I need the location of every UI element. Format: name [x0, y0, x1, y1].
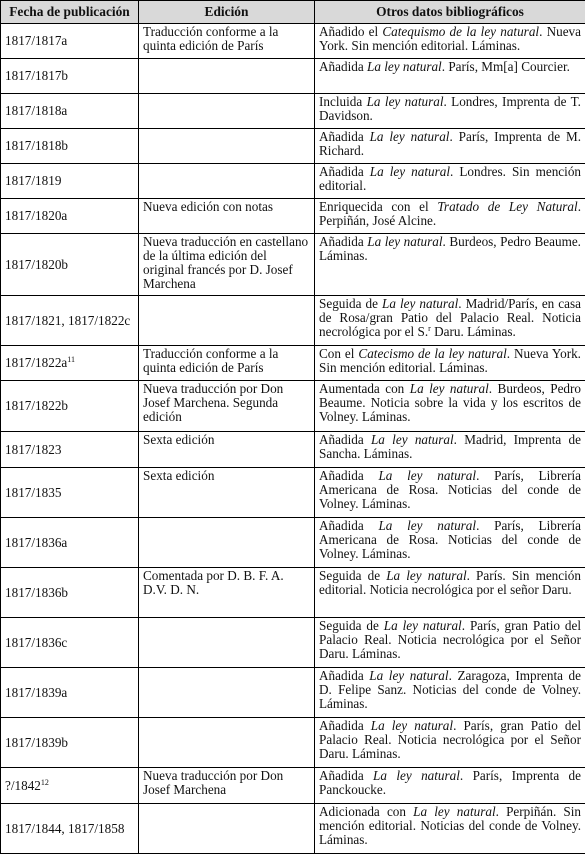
table-row [1, 804, 585, 854]
cell-otros-datos [315, 94, 585, 129]
table-row [1, 164, 585, 199]
text-segment: Con el [319, 346, 359, 361]
cell-fecha [1, 24, 139, 59]
header-fecha: Fecha de publicación [1, 1, 139, 24]
cell-fecha [1, 618, 139, 668]
text-segment: . Burdeos, Pedro Beaume. Noticia sobre la vida y los escritos de Volney. Láminas. [319, 381, 581, 424]
work-title: La ley natural [369, 668, 449, 683]
fecha-text: 1817/1818a [5, 103, 68, 118]
text-segment: Seguida de [319, 568, 387, 583]
work-title: La ley natural [383, 618, 462, 633]
text-segment: . Perpiñán, José Alcine. [319, 199, 581, 228]
work-title: La ley natural [369, 129, 450, 144]
cell-otros-datos [315, 129, 585, 164]
cell-fecha [1, 199, 139, 234]
text-segment: Añadida [319, 164, 370, 179]
cell-fecha [1, 568, 139, 618]
text-segment: . París, Imprenta de Panckoucke. [319, 768, 581, 797]
text-segment: . Londres. Sin mención editorial. [319, 164, 582, 193]
table-row [1, 24, 585, 59]
cell-otros-datos [315, 296, 585, 346]
text-segment: . París, Imprenta de M. Richard. [319, 129, 581, 158]
text-segment: . Madrid, Imprenta de Sancha. Láminas. [319, 432, 581, 461]
text-segment: Añadida [319, 59, 367, 74]
cell-otros-datos [315, 199, 585, 234]
table-row [1, 59, 585, 94]
cell-otros-datos [315, 804, 585, 854]
header-row [1, 1, 585, 24]
text-segment: . Madrid/París, en casa de Rosa/gran Patio del Palacio Real. Noticia necrológica por el S. [319, 296, 581, 339]
cell-otros-datos [315, 59, 585, 94]
cell-fecha [1, 718, 139, 768]
work-title: La ley natural [370, 432, 454, 447]
work-title: La ley natural [366, 94, 444, 109]
work-title: Catequismo de la ley natural [382, 24, 540, 39]
work-title: La ley natural [369, 164, 451, 179]
cell-edicion: Nueva traducción en castellano de la última edición del original francés por D. Josef Marchena [139, 234, 315, 296]
fecha-text: ?/1842 [5, 777, 41, 793]
cell-fecha [1, 164, 139, 199]
cell-otros-datos [315, 346, 585, 381]
fecha-text: 1817/1836c [5, 634, 68, 650]
cell-fecha [1, 129, 139, 164]
header-edicion: Edición [139, 1, 315, 24]
text-segment: Daru. Láminas. [430, 324, 516, 339]
text-segment: . París, gran Patio del Palacio Real. Noticia necrológica por el Señor Daru. Láminas. [319, 718, 581, 761]
fecha-text: 1817/1822b [5, 398, 69, 413]
text-segment: . Nueva York. Sin mención editorial. Láminas. [319, 346, 581, 375]
table-row [1, 199, 585, 234]
text-segment: Añadida [319, 768, 374, 783]
cell-edicion [139, 718, 315, 768]
fecha-text: 1817/1817b [5, 68, 69, 83]
text-segment: . Nueva York. Sin mención editorial. Láminas. [319, 24, 581, 53]
cell-edicion: Traducción conforme a la quinta edición de París [139, 346, 315, 381]
table-row [1, 381, 585, 432]
cell-fecha [1, 296, 139, 346]
cell-edicion [139, 668, 315, 718]
text-segment: Añadida [319, 234, 368, 249]
cell-otros-datos [315, 234, 585, 296]
text-segment: Añadida [319, 432, 371, 447]
work-title: La ley natural [382, 296, 459, 311]
cell-fecha [1, 432, 139, 468]
footnote-ref: 12 [40, 777, 49, 787]
work-title: La ley natural [413, 804, 496, 819]
cell-fecha [1, 59, 139, 94]
text-segment: . París, Mm[a] Courcier. [441, 59, 570, 74]
fecha-text: 1817/1820b [5, 256, 69, 272]
text-segment: Añadida [319, 129, 370, 144]
cell-otros-datos [315, 432, 585, 468]
table-row [1, 668, 585, 718]
text-segment: . Perpiñán. Sin mención editorial. Noticias del conde de Volney. Láminas. [319, 804, 581, 847]
text-segment: Añadido el [319, 24, 383, 39]
work-title: La ley natural [373, 768, 460, 783]
text-segment: . París, Librería Americana de Rosa. Noticias del conde de Volney. Láminas. [319, 518, 582, 561]
cell-fecha [1, 804, 139, 854]
cell-fecha [1, 381, 139, 432]
text-segment: Añadida [319, 518, 379, 533]
cell-fecha [1, 668, 139, 718]
text-segment: Seguida de [319, 296, 383, 311]
text-segment: . Zaragoza, Imprenta de D. Felipe Sanz. Noticias del conde de Volney. Láminas. [319, 668, 581, 711]
table-row [1, 618, 585, 668]
text-segment: Añadida [319, 718, 371, 733]
cell-otros-datos [315, 718, 585, 768]
cell-otros-datos [315, 468, 585, 518]
fecha-text: 1817/1817a [5, 33, 68, 48]
work-title: La ley natural [366, 59, 442, 74]
work-title: Tratado de Ley Natural [437, 199, 578, 214]
cell-edicion [139, 129, 315, 164]
text-segment: Añadida [319, 468, 379, 483]
cell-edicion: Nueva edición con notas [139, 199, 315, 234]
cell-otros-datos [315, 164, 585, 199]
cell-otros-datos [315, 668, 585, 718]
cell-edicion [139, 164, 315, 199]
cell-edicion [139, 618, 315, 668]
cell-fecha [1, 234, 139, 296]
cell-edicion: Traducción conforme a la quinta edición de París [139, 24, 315, 59]
text-segment: Añadida [319, 668, 370, 683]
text-segment: Seguida de [319, 618, 384, 633]
fecha-text: 1817/1839b [5, 734, 69, 750]
header-otros-datos: Otros datos bibliográficos [315, 1, 585, 24]
text-segment: . París. Sin mención editorial. Noticia necrológica por el señor Daru. [319, 568, 581, 597]
table-row [1, 568, 585, 618]
text-segment: Adicionada con [319, 804, 414, 819]
table-row [1, 468, 585, 518]
cell-fecha [1, 94, 139, 129]
text-segment: Incluida [319, 94, 367, 109]
text-segment: Enriquecida con el [319, 199, 438, 214]
cell-edicion [139, 804, 315, 854]
cell-edicion [139, 518, 315, 568]
text-segment: . París, gran Patio del Palacio Real. Noticia necrológica por el Señor Daru. Láminas. [319, 618, 582, 661]
fecha-text: 1817/1822a [5, 355, 68, 370]
cell-edicion: Nueva traducción por Don Josef Marchena. Segunda edición [139, 381, 315, 432]
cell-otros-datos [315, 768, 585, 804]
text-segment: . Burdeos, Pedro Beaume. Láminas. [319, 234, 581, 263]
cell-otros-datos [315, 618, 585, 668]
fecha-text: 1817/1823 [5, 441, 62, 457]
cell-edicion: Nueva traducción por Don Josef Marchena [139, 768, 315, 804]
work-title: La ley natural [409, 381, 489, 396]
cell-otros-datos [315, 518, 585, 568]
fecha-text: 1817/1844, 1817/1858 [5, 820, 125, 836]
fecha-text: 1817/1819 [5, 173, 62, 188]
cell-fecha [1, 518, 139, 568]
work-title: La ley natural [370, 718, 454, 733]
fecha-text: 1817/1836a [5, 534, 68, 550]
table-row [1, 296, 585, 346]
table-row [1, 518, 585, 568]
footnote-ref: 11 [67, 355, 75, 364]
cell-fecha [1, 768, 139, 804]
cell-edicion: Sexta edición [139, 468, 315, 518]
cell-edicion [139, 296, 315, 346]
cell-fecha [1, 346, 139, 381]
fecha-text: 1817/1820a [5, 208, 68, 223]
cell-otros-datos [315, 568, 585, 618]
fecha-text: 1817/1818b [5, 138, 69, 153]
table-body [1, 24, 585, 854]
text-segment: . París, Librería Americana de Rosa. Noticias del conde de Volney. Láminas. [319, 468, 582, 511]
text-segment: Aumentada con [319, 381, 410, 396]
table-row [1, 718, 585, 768]
table-row [1, 234, 585, 296]
text-segment: . Londres, Imprenta de T. Davidson. [319, 94, 581, 123]
table-row [1, 768, 585, 804]
work-title: Catecismo de la ley natural [358, 346, 507, 361]
fecha-text: 1817/1836b [5, 584, 69, 600]
fecha-text: 1817/1835 [5, 484, 62, 500]
work-title: La ley natural [367, 234, 443, 249]
work-title: La ley natural [386, 568, 467, 583]
cell-fecha [1, 468, 139, 518]
fecha-text: 1817/1821, 1817/1822c [5, 312, 131, 328]
work-title: La ley natural [378, 468, 477, 483]
table-row [1, 346, 585, 381]
fecha-text: 1817/1839a [5, 684, 68, 700]
cell-edicion: Comentada por D. B. F. A. D.V. D. N. [139, 568, 315, 618]
superscript: r [428, 324, 431, 333]
cell-edicion [139, 59, 315, 94]
cell-edicion: Sexta edición [139, 432, 315, 468]
cell-edicion [139, 94, 315, 129]
cell-otros-datos [315, 24, 585, 59]
work-title: La ley natural [378, 518, 477, 533]
cell-otros-datos [315, 381, 585, 432]
table-row [1, 129, 585, 164]
table-row [1, 94, 585, 129]
table-row [1, 432, 585, 468]
